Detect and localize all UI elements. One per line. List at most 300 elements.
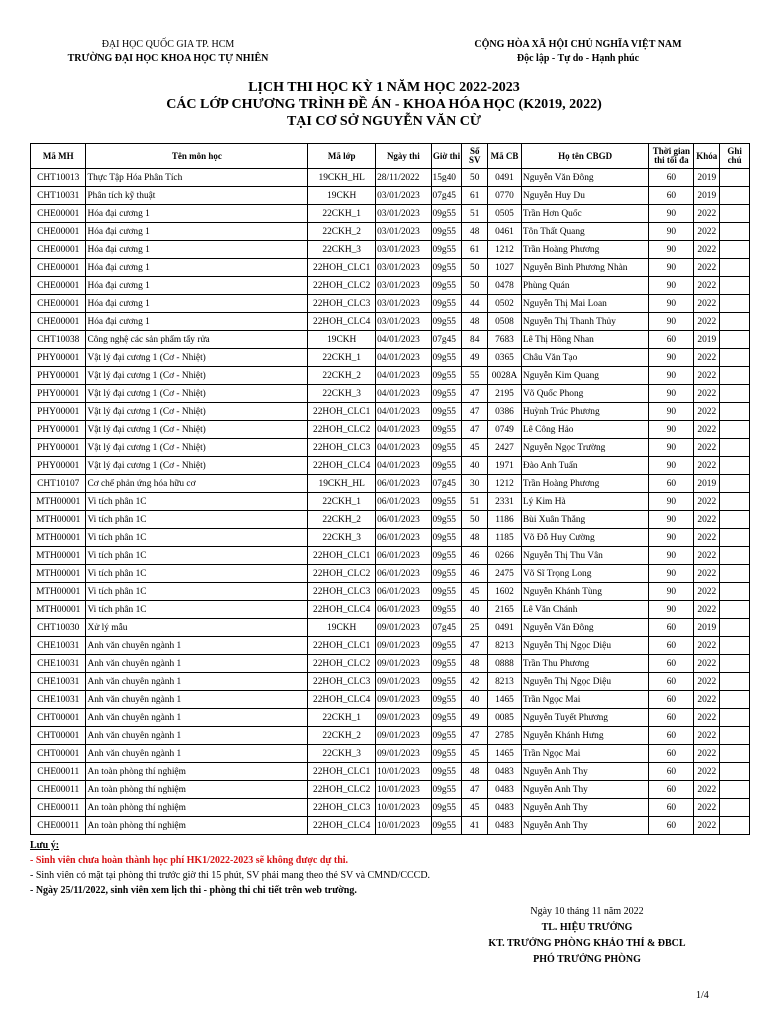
col-staff-code-header: Mã CB — [488, 144, 522, 169]
col-max-duration-cell: 60 — [649, 673, 694, 691]
notes-title: Lưu ý: — [30, 840, 60, 851]
col-course-code-cell: CHE00001 — [31, 241, 86, 259]
col-lecturer-name-cell: Võ Quốc Phong — [521, 385, 648, 403]
col-cohort-cell: 2022 — [694, 385, 720, 403]
col-max-duration-cell: 90 — [649, 259, 694, 277]
col-notes-cell — [720, 403, 750, 421]
col-notes-cell — [720, 583, 750, 601]
col-course-code-cell: CHE10031 — [31, 673, 86, 691]
col-max-duration-cell: 60 — [649, 727, 694, 745]
col-exam-time-cell: 09g55 — [431, 349, 462, 367]
table-row — [31, 565, 750, 583]
col-class-code-cell: 22HOH_CLC3 — [308, 295, 376, 313]
col-course-name-cell: Anh văn chuyên ngành 1 — [86, 673, 308, 691]
col-student-count-cell: 49 — [462, 349, 488, 367]
col-staff-code-cell: 1465 — [488, 691, 522, 709]
col-student-count-cell: 46 — [462, 565, 488, 583]
col-staff-code-cell: 0085 — [488, 709, 522, 727]
col-course-code-cell: CHE10031 — [31, 637, 86, 655]
col-notes-cell — [720, 331, 750, 349]
col-staff-code-cell: 0770 — [488, 187, 522, 205]
col-course-code-cell: MTH00001 — [31, 529, 86, 547]
col-class-code-cell: 22HOH_CLC3 — [308, 799, 376, 817]
col-cohort-cell: 2019 — [694, 475, 720, 493]
table-row — [31, 799, 750, 817]
col-student-count-cell: 47 — [462, 781, 488, 799]
col-notes-cell — [720, 799, 750, 817]
col-course-name-cell: Vật lý đại cương 1 (Cơ - Nhiệt) — [86, 457, 308, 475]
col-course-name-cell: Vật lý đại cương 1 (Cơ - Nhiệt) — [86, 403, 308, 421]
col-max-duration-cell: 90 — [649, 421, 694, 439]
col-staff-code-cell: 1186 — [488, 511, 522, 529]
col-exam-date-cell: 10/01/2023 — [376, 781, 431, 799]
col-notes-cell — [720, 817, 750, 835]
col-lecturer-name-cell: Tôn Thất Quang — [521, 223, 648, 241]
col-max-duration-cell: 90 — [649, 367, 694, 385]
col-lecturer-name-header: Họ tên CBGD — [521, 144, 648, 169]
col-cohort-cell: 2022 — [694, 547, 720, 565]
table-row — [31, 763, 750, 781]
col-cohort-cell: 2022 — [694, 223, 720, 241]
sign-date: Ngày 10 tháng 11 năm 2022 — [530, 906, 644, 917]
col-exam-time-cell: 09g55 — [431, 709, 462, 727]
table-row — [31, 709, 750, 727]
col-exam-time-cell: 09g55 — [431, 565, 462, 583]
col-staff-code-cell: 1212 — [488, 475, 522, 493]
col-staff-code-cell: 2785 — [488, 727, 522, 745]
col-exam-date-cell: 09/01/2023 — [376, 727, 431, 745]
table-row — [31, 367, 750, 385]
col-cohort-cell: 2019 — [694, 187, 720, 205]
col-student-count-cell: 48 — [462, 763, 488, 781]
table-row — [31, 529, 750, 547]
col-staff-code-cell: 0491 — [488, 169, 522, 187]
col-cohort-cell: 2022 — [694, 439, 720, 457]
col-student-count-cell: 30 — [462, 475, 488, 493]
col-notes-cell — [720, 313, 750, 331]
col-lecturer-name-cell: Huỳnh Trúc Phương — [521, 403, 648, 421]
col-exam-date-cell: 09/01/2023 — [376, 655, 431, 673]
col-student-count-cell: 49 — [462, 709, 488, 727]
col-notes-cell — [720, 205, 750, 223]
col-staff-code-cell: 1465 — [488, 745, 522, 763]
col-exam-date-cell: 03/01/2023 — [376, 241, 431, 259]
col-staff-code-cell: 8213 — [488, 673, 522, 691]
col-max-duration-cell: 90 — [649, 385, 694, 403]
col-exam-date-cell: 04/01/2023 — [376, 457, 431, 475]
col-course-code-cell: CHE00011 — [31, 781, 86, 799]
col-student-count-cell: 61 — [462, 241, 488, 259]
col-lecturer-name-cell: Nguyễn Bình Phương Nhàn — [521, 259, 648, 277]
col-max-duration-cell: 90 — [649, 403, 694, 421]
col-exam-time-cell: 09g55 — [431, 403, 462, 421]
col-max-duration-cell: 60 — [649, 709, 694, 727]
col-class-code-cell: 22CKH_3 — [308, 385, 376, 403]
table-row — [31, 439, 750, 457]
col-exam-date-cell: 03/01/2023 — [376, 259, 431, 277]
table-row — [31, 493, 750, 511]
national-motto: Độc lập - Tự do - Hạnh phúc — [516, 53, 640, 64]
col-exam-time-cell: 09g55 — [431, 691, 462, 709]
col-course-name-cell: An toàn phòng thí nghiệm — [86, 763, 308, 781]
col-lecturer-name-cell: Nguyễn Anh Thy — [521, 799, 648, 817]
col-max-duration-cell: 90 — [649, 349, 694, 367]
col-course-code-cell: MTH00001 — [31, 565, 86, 583]
col-cohort-cell: 2022 — [694, 511, 720, 529]
col-exam-date-cell: 06/01/2023 — [376, 565, 431, 583]
col-cohort-cell: 2022 — [694, 817, 720, 835]
col-course-code-cell: CHT10038 — [31, 331, 86, 349]
table-row — [31, 781, 750, 799]
col-course-code-cell: MTH00001 — [31, 547, 86, 565]
col-notes-cell — [720, 169, 750, 187]
col-class-code-cell: 22CKH_3 — [308, 529, 376, 547]
col-course-name-cell: Vi tích phân 1C — [86, 601, 308, 619]
col-notes-cell — [720, 187, 750, 205]
col-course-code-cell: CHE00001 — [31, 295, 86, 313]
col-lecturer-name-cell: Võ Sĩ Trọng Long — [521, 565, 648, 583]
col-course-code-cell: MTH00001 — [31, 511, 86, 529]
col-notes-cell — [720, 565, 750, 583]
col-exam-time-cell: 07g45 — [431, 331, 462, 349]
sign-line-1: TL. HIỆU TRƯỞNG — [541, 922, 633, 933]
col-cohort-cell: 2022 — [694, 313, 720, 331]
col-notes-cell — [720, 511, 750, 529]
col-course-code-cell: CHT10030 — [31, 619, 86, 637]
col-lecturer-name-cell: Nguyễn Anh Thy — [521, 817, 648, 835]
col-class-code-cell: 22HOH_CLC1 — [308, 637, 376, 655]
col-exam-date-cell: 04/01/2023 — [376, 403, 431, 421]
col-course-name-cell: Vật lý đại cương 1 (Cơ - Nhiệt) — [86, 385, 308, 403]
header-left — [18, 38, 318, 66]
table-row — [31, 169, 750, 187]
col-staff-code-cell: 7683 — [488, 331, 522, 349]
col-student-count-cell: 45 — [462, 745, 488, 763]
col-course-name-cell: Phân tích kỹ thuật — [86, 187, 308, 205]
col-student-count-cell: 48 — [462, 223, 488, 241]
col-cohort-cell: 2022 — [694, 745, 720, 763]
col-max-duration-cell: 60 — [649, 637, 694, 655]
col-exam-time-cell: 09g55 — [431, 817, 462, 835]
col-exam-time-cell: 09g55 — [431, 529, 462, 547]
col-exam-time-cell: 09g55 — [431, 583, 462, 601]
col-course-code-cell: CHE10031 — [31, 691, 86, 709]
col-exam-date-cell: 09/01/2023 — [376, 709, 431, 727]
col-notes-cell — [720, 655, 750, 673]
col-cohort-cell: 2022 — [694, 781, 720, 799]
col-exam-date-cell: 04/01/2023 — [376, 421, 431, 439]
table-row — [31, 457, 750, 475]
col-course-code-cell: CHT00001 — [31, 709, 86, 727]
col-cohort-cell: 2022 — [694, 205, 720, 223]
table-row — [31, 475, 750, 493]
col-exam-date-cell: 04/01/2023 — [376, 349, 431, 367]
col-notes-cell — [720, 295, 750, 313]
col-notes-cell — [720, 529, 750, 547]
col-max-duration-cell: 90 — [649, 547, 694, 565]
col-student-count-cell: 40 — [462, 601, 488, 619]
table-row — [31, 637, 750, 655]
table-row — [31, 205, 750, 223]
col-exam-date-cell: 03/01/2023 — [376, 277, 431, 295]
col-student-count-cell: 44 — [462, 295, 488, 313]
col-max-duration-cell: 60 — [649, 655, 694, 673]
col-exam-date-cell: 04/01/2023 — [376, 385, 431, 403]
col-exam-time-cell: 09g55 — [431, 295, 462, 313]
col-cohort-cell: 2022 — [694, 583, 720, 601]
col-max-duration-cell: 90 — [649, 529, 694, 547]
col-exam-time-cell: 09g55 — [431, 727, 462, 745]
note-website: - Ngày 25/11/2022, sinh viên xem lịch thi - phòng thi chi tiết trên web trường. — [30, 885, 357, 896]
col-staff-code-cell: 1602 — [488, 583, 522, 601]
col-student-count-cell: 42 — [462, 673, 488, 691]
col-lecturer-name-cell: Nguyễn Thị Ngọc Diệu — [521, 637, 648, 655]
col-student-count-cell: 50 — [462, 169, 488, 187]
col-course-code-cell: CHE10031 — [31, 655, 86, 673]
col-lecturer-name-cell: Lý Kim Hà — [521, 493, 648, 511]
col-lecturer-name-cell: Nguyễn Văn Đông — [521, 169, 648, 187]
col-notes-cell — [720, 241, 750, 259]
col-course-code-cell: CHE00001 — [31, 205, 86, 223]
col-student-count-cell: 47 — [462, 421, 488, 439]
col-class-code-cell: 22HOH_CLC2 — [308, 421, 376, 439]
col-notes-cell — [720, 763, 750, 781]
col-staff-code-cell: 2427 — [488, 439, 522, 457]
col-max-duration-cell: 90 — [649, 565, 694, 583]
header-right — [398, 38, 758, 66]
col-course-name-cell: Vi tích phân 1C — [86, 529, 308, 547]
col-course-code-cell: MTH00001 — [31, 583, 86, 601]
col-class-code-cell: 19CKH — [308, 331, 376, 349]
col-staff-code-cell: 0461 — [488, 223, 522, 241]
col-notes-cell — [720, 277, 750, 295]
col-exam-time-cell: 09g55 — [431, 259, 462, 277]
col-lecturer-name-cell: Bùi Xuân Thắng — [521, 511, 648, 529]
col-student-count-cell: 25 — [462, 619, 488, 637]
col-notes-cell — [720, 457, 750, 475]
col-exam-time-cell: 09g55 — [431, 277, 462, 295]
col-exam-time-cell: 09g55 — [431, 421, 462, 439]
table-row — [31, 349, 750, 367]
col-student-count-cell: 45 — [462, 799, 488, 817]
col-class-code-cell: 22CKH_3 — [308, 745, 376, 763]
col-exam-date-cell: 06/01/2023 — [376, 547, 431, 565]
col-course-name-cell: Vật lý đại cương 1 (Cơ - Nhiệt) — [86, 349, 308, 367]
col-staff-code-cell: 0483 — [488, 817, 522, 835]
col-lecturer-name-cell: Phùng Quán — [521, 277, 648, 295]
col-lecturer-name-cell: Nguyễn Thị Thu Vân — [521, 547, 648, 565]
table-row — [31, 655, 750, 673]
col-notes-cell — [720, 421, 750, 439]
col-staff-code-cell: 0502 — [488, 295, 522, 313]
col-exam-time-cell: 09g55 — [431, 313, 462, 331]
col-class-code-cell: 22CKH_2 — [308, 367, 376, 385]
col-max-duration-cell: 60 — [649, 169, 694, 187]
table-row — [31, 619, 750, 637]
col-notes-cell — [720, 547, 750, 565]
col-cohort-cell: 2022 — [694, 277, 720, 295]
col-exam-date-cell: 04/01/2023 — [376, 331, 431, 349]
col-lecturer-name-cell: Nguyễn Thị Thanh Thủy — [521, 313, 648, 331]
col-exam-date-cell: 04/01/2023 — [376, 439, 431, 457]
col-course-name-cell: Vật lý đại cương 1 (Cơ - Nhiệt) — [86, 439, 308, 457]
col-class-code-header: Mã lớp — [308, 144, 376, 169]
col-max-duration-cell: 90 — [649, 313, 694, 331]
sign-line-2: KT. TRƯỞNG PHÒNG KHẢO THÍ & ĐBCL — [488, 938, 686, 949]
col-exam-date-cell: 06/01/2023 — [376, 493, 431, 511]
col-exam-date-cell: 06/01/2023 — [376, 529, 431, 547]
col-course-name-cell: Vi tích phân 1C — [86, 493, 308, 511]
col-lecturer-name-cell: Nguyễn Khánh Tùng — [521, 583, 648, 601]
col-max-duration-cell: 90 — [649, 277, 694, 295]
col-course-name-cell: Cơ chế phản ứng hóa hữu cơ — [86, 475, 308, 493]
national-title: CỘNG HÒA XÃ HỘI CHỦ NGHĨA VIỆT NAM — [474, 39, 682, 50]
col-course-code-cell: MTH00001 — [31, 601, 86, 619]
col-notes-cell — [720, 223, 750, 241]
col-exam-time-cell: 15g40 — [431, 169, 462, 187]
table-row — [31, 259, 750, 277]
table-row — [31, 583, 750, 601]
col-course-code-cell: CHT10107 — [31, 475, 86, 493]
col-class-code-cell: 22HOH_CLC4 — [308, 601, 376, 619]
col-class-code-cell: 19CKH — [308, 187, 376, 205]
col-course-code-header: Mã MH — [31, 144, 86, 169]
col-staff-code-cell: 0266 — [488, 547, 522, 565]
col-staff-code-cell: 0483 — [488, 799, 522, 817]
col-course-name-cell: Vi tích phân 1C — [86, 511, 308, 529]
col-notes-cell — [720, 781, 750, 799]
col-lecturer-name-cell: Nguyễn Thị Mai Loan — [521, 295, 648, 313]
col-exam-date-cell: 09/01/2023 — [376, 745, 431, 763]
col-cohort-cell: 2022 — [694, 799, 720, 817]
school-name: TRƯỜNG ĐẠI HỌC KHOA HỌC TỰ NHIÊN — [67, 53, 269, 64]
table-row — [31, 241, 750, 259]
col-notes-cell — [720, 709, 750, 727]
col-max-duration-cell: 60 — [649, 763, 694, 781]
col-max-duration-cell: 90 — [649, 439, 694, 457]
table-row — [31, 817, 750, 835]
table-row — [31, 331, 750, 349]
col-cohort-cell: 2022 — [694, 367, 720, 385]
col-student-count-cell: 84 — [462, 331, 488, 349]
col-cohort-cell: 2022 — [694, 673, 720, 691]
col-exam-date-cell: 06/01/2023 — [376, 583, 431, 601]
col-notes-cell — [720, 637, 750, 655]
col-exam-time-cell: 07g45 — [431, 619, 462, 637]
col-exam-date-cell: 10/01/2023 — [376, 763, 431, 781]
col-exam-time-cell: 09g55 — [431, 655, 462, 673]
col-student-count-cell: 46 — [462, 547, 488, 565]
col-staff-code-cell: 2331 — [488, 493, 522, 511]
col-course-code-cell: CHT00001 — [31, 727, 86, 745]
exam-schedule-table — [30, 143, 750, 835]
col-cohort-cell: 2022 — [694, 349, 720, 367]
col-course-code-cell: CHE00001 — [31, 313, 86, 331]
col-course-code-cell: CHE00011 — [31, 799, 86, 817]
col-class-code-cell: 22HOH_CLC2 — [308, 277, 376, 295]
col-student-count-cell: 50 — [462, 259, 488, 277]
col-course-name-cell: Hóa đại cương 1 — [86, 277, 308, 295]
col-course-name-cell: Công nghệ các sản phẩm tẩy rửa — [86, 331, 308, 349]
col-course-code-cell: CHE00011 — [31, 817, 86, 835]
col-exam-date-header: Ngày thi — [376, 144, 431, 169]
col-student-count-cell: 40 — [462, 691, 488, 709]
col-exam-date-cell: 04/01/2023 — [376, 367, 431, 385]
col-notes-cell — [720, 601, 750, 619]
col-staff-code-cell: 8213 — [488, 637, 522, 655]
col-lecturer-name-cell: Nguyễn Khánh Hưng — [521, 727, 648, 745]
col-notes-cell — [720, 673, 750, 691]
col-course-name-cell: An toàn phòng thí nghiệm — [86, 799, 308, 817]
col-class-code-cell: 22HOH_CLC1 — [308, 403, 376, 421]
table-row — [31, 403, 750, 421]
col-exam-time-cell: 09g55 — [431, 367, 462, 385]
col-class-code-cell: 22HOH_CLC3 — [308, 673, 376, 691]
col-max-duration-cell: 60 — [649, 619, 694, 637]
col-course-name-cell: Hóa đại cương 1 — [86, 313, 308, 331]
col-lecturer-name-cell: Trần Ngọc Mai — [521, 691, 648, 709]
col-notes-cell — [720, 475, 750, 493]
col-course-code-cell: CHE00001 — [31, 223, 86, 241]
col-notes-cell — [720, 349, 750, 367]
table-row — [31, 223, 750, 241]
col-exam-date-cell: 06/01/2023 — [376, 475, 431, 493]
signature-block — [462, 904, 712, 968]
col-exam-time-cell: 09g55 — [431, 763, 462, 781]
col-course-name-cell: Vi tích phân 1C — [86, 583, 308, 601]
col-student-count-cell: 40 — [462, 457, 488, 475]
col-exam-date-cell: 28/11/2022 — [376, 169, 431, 187]
col-course-code-cell: PHY00001 — [31, 349, 86, 367]
col-student-count-cell: 48 — [462, 313, 488, 331]
table-header-row — [31, 144, 750, 169]
col-lecturer-name-cell: Châu Văn Tạo — [521, 349, 648, 367]
col-max-duration-cell: 60 — [649, 745, 694, 763]
col-exam-date-cell: 03/01/2023 — [376, 313, 431, 331]
col-student-count-cell: 47 — [462, 727, 488, 745]
col-exam-time-cell: 09g55 — [431, 511, 462, 529]
table-row — [31, 511, 750, 529]
col-notes-cell — [720, 745, 750, 763]
col-staff-code-cell: 0483 — [488, 781, 522, 799]
col-notes-cell — [720, 385, 750, 403]
col-lecturer-name-cell: Lê Công Hảo — [521, 421, 648, 439]
col-student-count-cell: 51 — [462, 493, 488, 511]
col-exam-date-cell: 10/01/2023 — [376, 817, 431, 835]
col-exam-date-cell: 03/01/2023 — [376, 187, 431, 205]
col-max-duration-cell: 60 — [649, 691, 694, 709]
col-cohort-cell: 2022 — [694, 655, 720, 673]
col-max-duration-cell: 60 — [649, 799, 694, 817]
col-cohort-cell: 2019 — [694, 619, 720, 637]
col-course-code-cell: PHY00001 — [31, 421, 86, 439]
col-student-count-cell: 47 — [462, 637, 488, 655]
col-class-code-cell: 22HOH_CLC1 — [308, 547, 376, 565]
col-staff-code-cell: 1027 — [488, 259, 522, 277]
col-class-code-cell: 22CKH_1 — [308, 349, 376, 367]
table-row — [31, 601, 750, 619]
col-cohort-cell: 2022 — [694, 493, 720, 511]
table-row — [31, 295, 750, 313]
col-class-code-cell: 19CKH_HL — [308, 169, 376, 187]
col-staff-code-cell: 1185 — [488, 529, 522, 547]
col-course-code-cell: CHT10031 — [31, 187, 86, 205]
col-student-count-cell: 45 — [462, 439, 488, 457]
col-class-code-cell: 22CKH_2 — [308, 511, 376, 529]
col-class-code-cell: 22CKH_1 — [308, 493, 376, 511]
page-number: 1/4 — [696, 990, 709, 1001]
col-cohort-cell: 2022 — [694, 601, 720, 619]
